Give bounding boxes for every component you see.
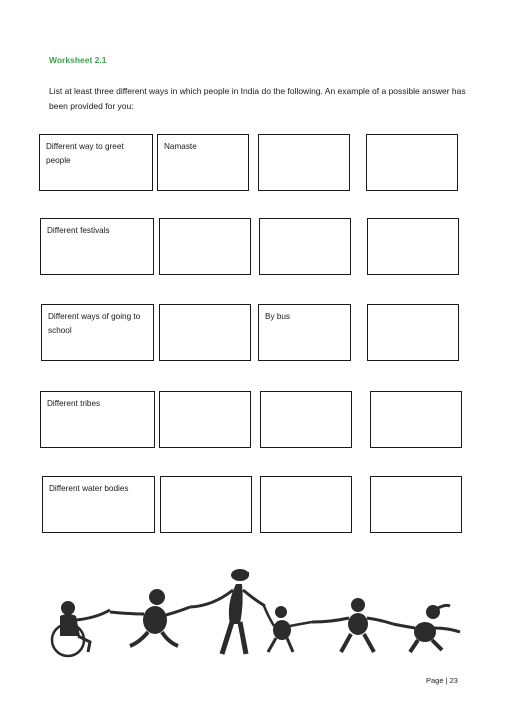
row-label-greet: Different way to greet people	[39, 134, 153, 191]
answer-box-festivals-1[interactable]	[159, 218, 251, 275]
answer-box-greet-2[interactable]	[258, 134, 350, 191]
row-label-tribes: Different tribes	[40, 391, 155, 448]
answer-box-festivals-3[interactable]	[367, 218, 459, 275]
instructions-text: List at least three different ways in which people in India do the following. An example of a possible answer has been provided for you:	[49, 86, 466, 111]
answer-box-school-1[interactable]	[159, 304, 251, 361]
answer-box-water-1[interactable]	[160, 476, 252, 533]
page-number: Page | 23	[426, 676, 458, 685]
answer-box-water-2[interactable]	[260, 476, 352, 533]
answer-box-greet-3[interactable]	[366, 134, 458, 191]
answer-box-tribes-1[interactable]	[159, 391, 251, 448]
answer-box-festivals-2[interactable]	[259, 218, 351, 275]
answer-box-greet-1[interactable]: Namaste	[157, 134, 249, 191]
row-label-school: Different ways of going to school	[41, 304, 154, 361]
answer-box-water-3[interactable]	[370, 476, 462, 533]
row-label-festivals: Different festivals	[40, 218, 154, 275]
answer-box-school-2[interactable]: By bus	[258, 304, 351, 361]
row-label-water: Different water bodies	[42, 476, 155, 533]
answer-box-tribes-2[interactable]	[260, 391, 352, 448]
answer-box-tribes-3[interactable]	[370, 391, 462, 448]
answer-box-school-3[interactable]	[367, 304, 459, 361]
worksheet-title: Worksheet 2.1	[49, 55, 107, 65]
people-holding-hands-icon	[40, 560, 480, 660]
